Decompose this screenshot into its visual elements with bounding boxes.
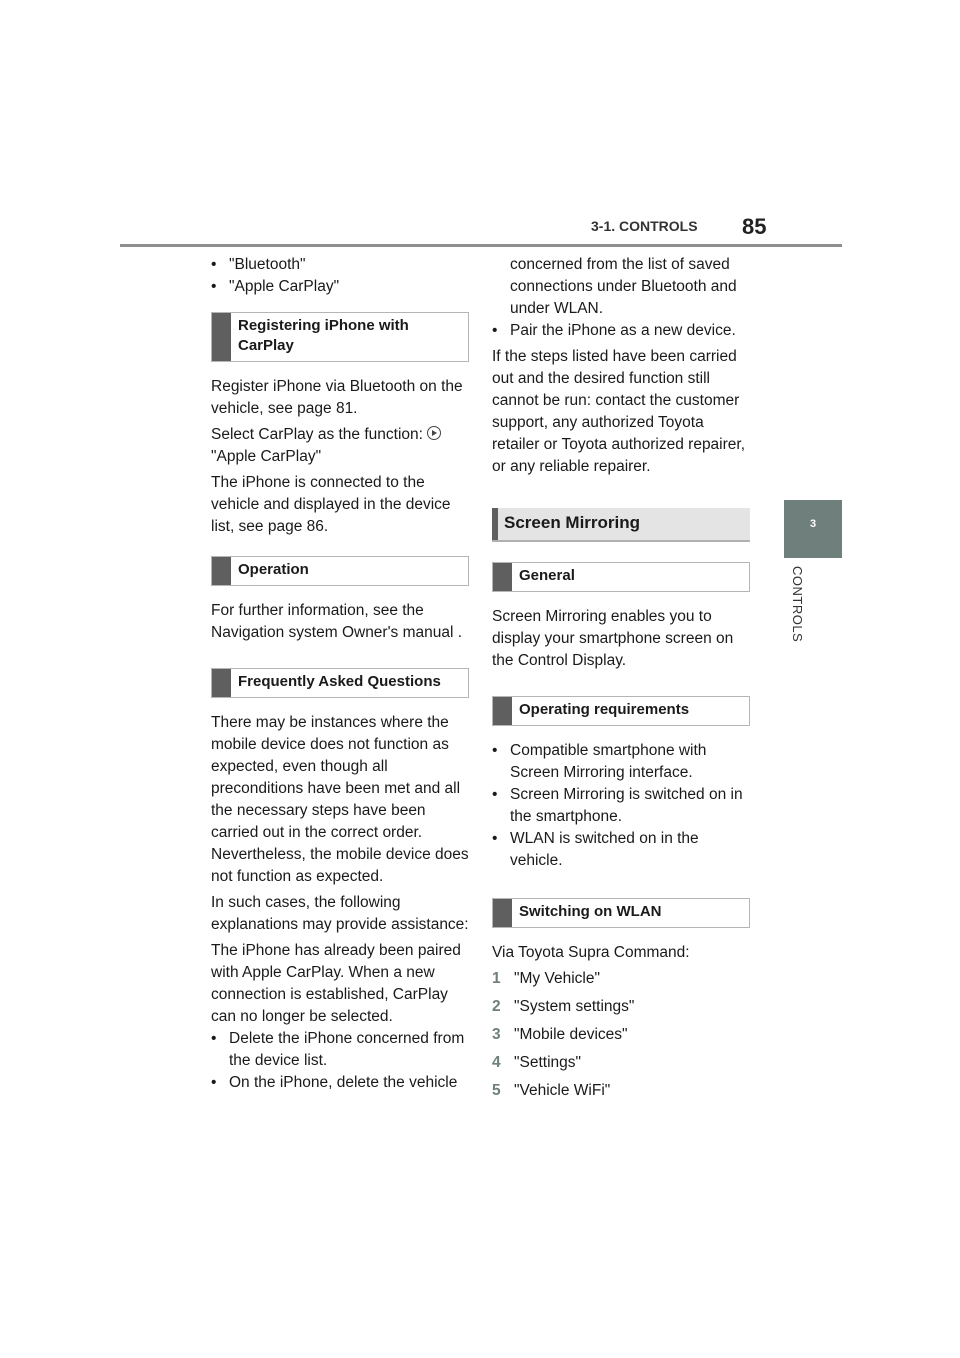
chapter-number: 3 [809,518,817,530]
heading-operating-requirements: Operating requirements [492,696,750,726]
paragraph: Register iPhone via Bluetooth on the vehicle, see page 81. [211,378,463,417]
list-item: • WLAN is switched on in the vehicle. [492,830,699,869]
paragraph: Via Toyota Supra Command: [492,944,690,961]
paragraph: For further information, see the Navigation system Owner's manual . [211,602,463,641]
list-item: • "Apple CarPlay" [211,278,340,295]
step-item: 1 "My Vehicle" [492,970,600,987]
right-column [492,254,750,1108]
list-item: • Screen Mirroring is switched on in the smartphone. [492,786,743,825]
step-item: 4 "Settings" [492,1054,582,1071]
section-title: 3-1. CONTROLS [591,218,698,234]
list-item: • Pair the iPhone as a new device. [492,322,736,339]
list-item: • Compatible smartphone with Screen Mirroring interface. [492,742,707,781]
paragraph: If the steps listed have been carried out and the desired function still cannot be run: contact the customer support, any authorized Toyota retailer or Toyota authorized repairer, or any reliable repairer. [492,348,746,475]
list-item: • "Bluetooth" [211,256,306,273]
left-column [211,254,469,1094]
step-item: 5 "Vehicle WiFi" [492,1082,611,1099]
heading-general: General [492,562,750,592]
heading-switching-on-wlan: Switching on WLAN [492,898,750,928]
paragraph: The iPhone is connected to the vehicle and displayed in the device list, see page 86. [211,474,451,535]
play-arrow-icon [427,426,441,440]
list-item: • Delete the iPhone concerned from the device list. [211,1030,465,1069]
paragraph: In such cases, the following explanations may provide assistance: [211,894,469,933]
paragraph: The iPhone has already been paired with Apple CarPlay. When a new connection is established, CarPlay can no longer be selected. [211,942,461,1025]
heading-faq: Frequently Asked Questions [211,668,469,698]
heading-screen-mirroring: Screen Mirroring [492,508,750,542]
step-item: 2 "System settings" [492,998,635,1015]
heading-registering-iphone: Registering iPhone with CarPlay [211,312,469,362]
paragraph: There may be instances where the mobile device does not function as expected, even though all preconditions have been met and all the necessary steps have been carried out in the correct order. Nevertheless, the mobile device does not function as expected. [211,714,469,885]
list-item-continued: concerned from the list of saved connections under Bluetooth and under WLAN. [510,256,737,317]
heading-operation: Operation [211,556,469,586]
list-item: • On the iPhone, delete the vehicle [211,1074,458,1091]
page-number: 85 [742,214,767,239]
header-divider [120,244,842,247]
chapter-label: CONTROLS [790,566,805,643]
paragraph: Select CarPlay as the function: "Apple CarPlay" [211,424,469,468]
paragraph: Screen Mirroring enables you to display your smartphone screen on the Control Display. [492,608,734,669]
step-item: 3 "Mobile devices" [492,1026,628,1043]
